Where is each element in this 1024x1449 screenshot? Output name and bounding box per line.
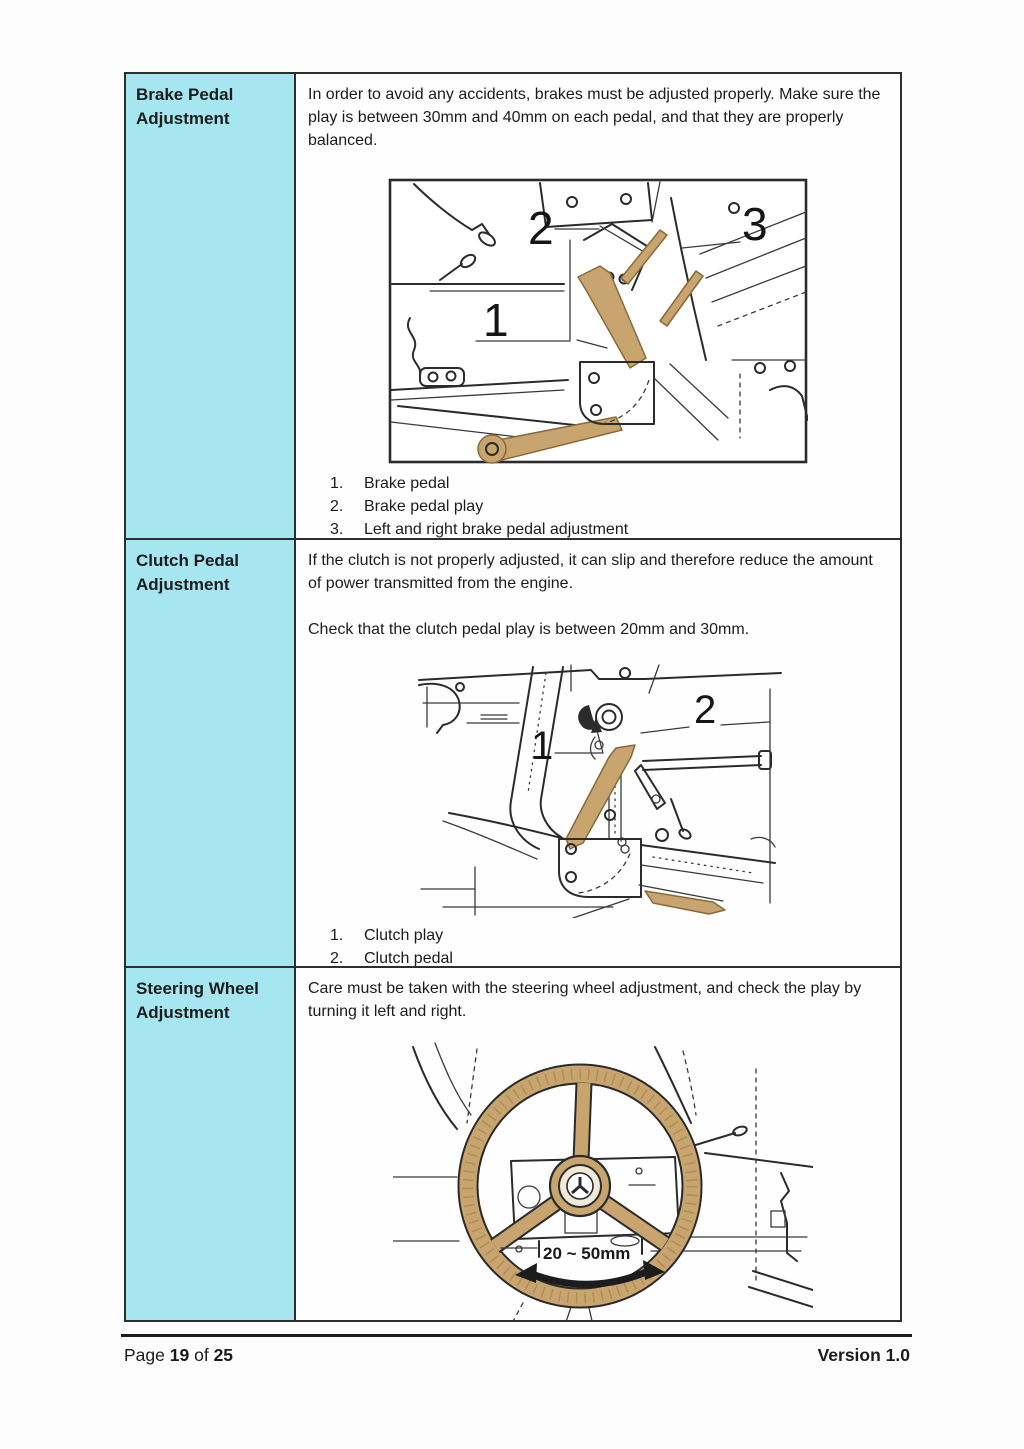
clutch-callout-1: 1 [531,724,554,768]
steering-wheel-figure [393,1035,813,1320]
list-text: Brake pedal [364,475,450,492]
adjustments-table [124,72,902,1322]
list-item [330,518,886,540]
list-text: Clutch play [364,927,444,944]
brake-pedal-figure [388,178,808,464]
footer-page-indicator [124,1343,233,1367]
list-item [330,472,886,495]
list-item [330,495,886,518]
footer-page-number: 19 [169,1345,190,1365]
list-text: Left and right brake pedal adjustment [364,521,629,538]
row-body-brake-pedal [296,74,900,540]
row-header-steering-wheel: Steering Wheel Adjustment [126,968,296,1320]
brake-callout-2: 2 [528,202,554,254]
list-number: 1. [330,927,344,944]
steering-play-measure: 20 ~ 50mm [543,1244,631,1263]
row-body-clutch-pedal [296,540,900,968]
list-item [330,924,886,947]
brake-callout-3: 3 [742,198,768,250]
row-body-steering-wheel [296,968,900,1320]
list-item [330,947,886,968]
list-text: Brake pedal play [364,498,484,515]
list-number: 2. [330,498,344,515]
clutch-pedal-figure [413,653,828,918]
list-text: Clutch pedal [364,950,453,967]
list-number: 2. [330,950,344,967]
footer-of-word: of [194,1345,209,1365]
steering-paragraph: Care must be taken with the steering wheel adjustment, and check the play by turning it left and right. [308,980,862,1020]
footer-rule [121,1334,912,1337]
clutch-paragraph-2: Check that the clutch pedal play is between 20mm and 30mm. [308,621,750,638]
page-footer [124,1343,910,1367]
list-number: 3. [330,521,344,538]
clutch-paragraph-1: If the clutch is not properly adjusted, it can slip and therefore reduce the amount of power transmitted from the engine. [308,552,873,592]
row-header-clutch-pedal: Clutch Pedal Adjustment [126,540,296,968]
brake-callout-1: 1 [483,294,509,346]
list-number: 1. [330,475,344,492]
brake-paragraph: In order to avoid any accidents, brakes must be adjusted properly. Make sure the play is between 30mm and 40mm on each pedal, and that they are properly balanced. [308,86,881,149]
row-header-brake-pedal: Brake Pedal Adjustment [126,74,296,540]
brake-list [330,472,886,540]
clutch-list [330,924,886,968]
footer-page-word: Page [124,1345,165,1365]
clutch-callout-2: 2 [694,688,717,732]
footer-total-pages: 25 [213,1345,234,1365]
footer-version: Version 1.0 [817,1345,910,1365]
